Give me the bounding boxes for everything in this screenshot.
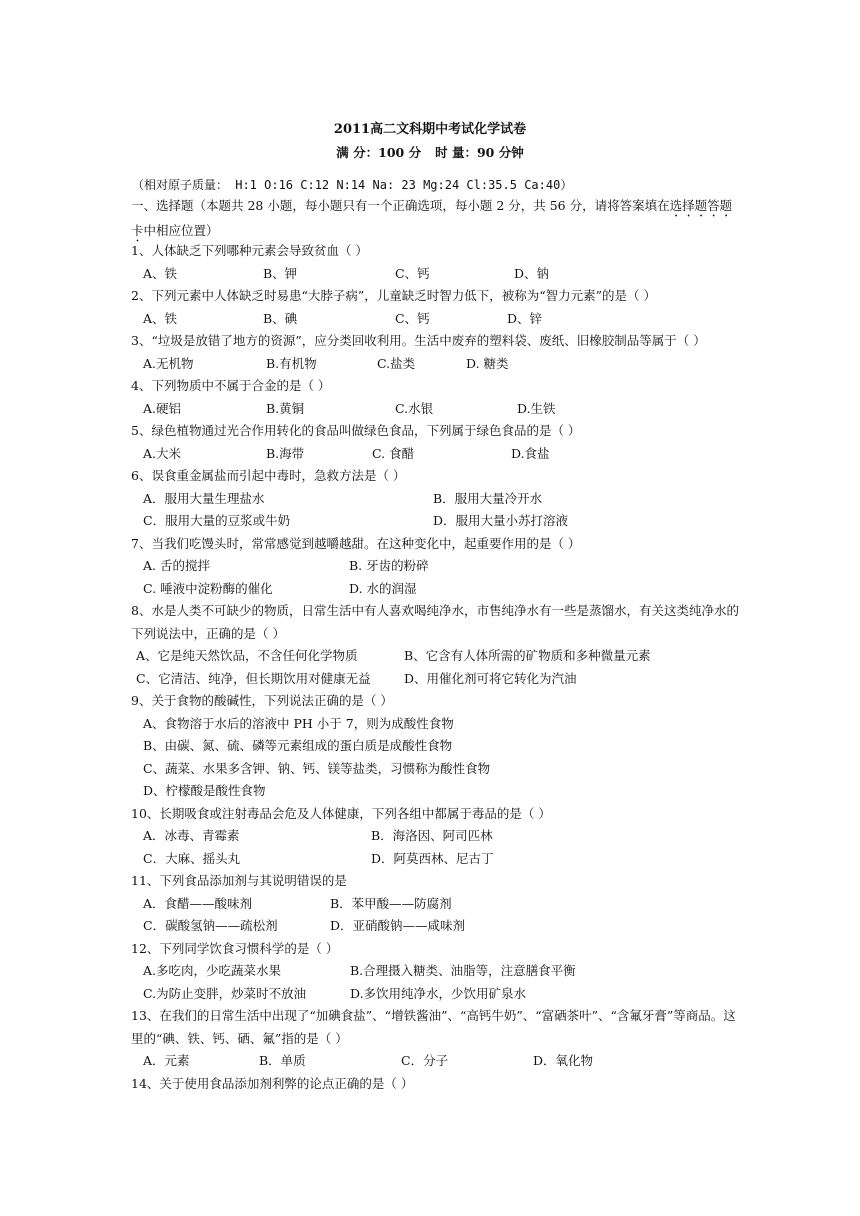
question-1-options (131, 263, 741, 286)
question-9-stem: 9、关于食物的酸碱性，下列说法正确的是（ ） (131, 693, 393, 708)
exam-title: 2011高二文科期中考试化学试卷 (333, 122, 527, 137)
option-b: B．苯甲酸——防腐剂 (330, 895, 452, 911)
option-d: D．亚硝酸钠——咸味剂 (330, 918, 466, 933)
question-2-stem: 2、下列元素中人体缺乏时易患“大脖子病”，儿童缺乏时智力低下，被称为“智力元素”的是（ ） (131, 288, 656, 303)
section-intro (131, 195, 736, 245)
question-12-stem: 12、下列同学饮食习惯科学的是（ ） (131, 940, 339, 956)
option-d: D. 糖类 (466, 355, 509, 371)
option-b: B、碘 (263, 310, 298, 326)
exam-subtitle (0, 143, 860, 161)
option-b: B．海洛因、阿司匹林 (371, 828, 493, 843)
option-a: A.无机物 (143, 355, 194, 371)
question-12-options-row1 (131, 960, 741, 983)
option-c: C．碳酸氢钠——疏松剂 (143, 918, 278, 933)
option-a: A．冰毒、青霉素 (143, 828, 240, 843)
question-6-options-row1 (131, 488, 741, 511)
option-d: D．服用大量小苏打溶液 (433, 513, 569, 528)
option-b: B.有机物 (266, 355, 317, 371)
question-9-option-a: A、食物溶于水后的溶液中 PH 小于 7，则为成酸性食物 (143, 715, 454, 731)
option-c: C、它清洁、纯净，但长期饮用对健康无益 (136, 670, 371, 686)
option-c: C. 唾液中淀粉酶的催化 (143, 580, 273, 596)
full-score: 满 分：100 分 (336, 145, 422, 160)
option-d: D、钠 (514, 265, 550, 281)
option-b: B、钾 (263, 265, 298, 281)
question-3-options (131, 353, 741, 376)
question-14-stem: 14、关于使用食品添加剂利弊的论点正确的是（ ） (131, 1075, 414, 1091)
option-d: D. 水的润湿 (349, 580, 417, 596)
question-3-stem: 3、“垃圾是放错了地方的资源”，应分类回收利用。生活中废弃的塑料袋、废纸、旧橡胶制品等属于（ ） (131, 333, 706, 348)
option-a: A．元素 (143, 1053, 190, 1068)
question-13-options (131, 1050, 741, 1073)
question-4-options (131, 398, 741, 421)
option-a: A．服用大量生理盐水 (143, 490, 265, 506)
option-c: C．大麻、摇头丸 (143, 850, 241, 866)
option-a: A．食醋——酸味剂 (143, 895, 253, 911)
option-c: C．服用大量的豆浆或牛奶 (143, 513, 291, 528)
question-8-options-row2 (131, 668, 741, 691)
option-c: C.水银 (395, 400, 434, 416)
question-9-option-c: C、蔬菜、水果多含钾、钠、钙、镁等盐类，习惯称为酸性食物 (143, 760, 491, 776)
question-11-options-row1 (131, 893, 741, 916)
intro-dotted-text: 选择题答题卡 (131, 198, 733, 238)
option-a: A、铁 (143, 310, 178, 326)
question-10-options-row1 (131, 825, 741, 848)
question-10-stem: 10、长期吸食或注射毒品会危及人体健康，下列各组中都属于毒品的是（ ） (131, 805, 551, 821)
option-d: D.食盐 (511, 445, 550, 461)
question-5-options (131, 443, 741, 466)
option-b: B.合理摄入糖类、油脂等，注意膳食平衡 (350, 963, 576, 978)
intro-text-a: 一、选择题（本题共 28 小题，每小题只有一个正确选项，每小题 2 分，共 56 分，请将答案填在 (131, 198, 670, 213)
option-d: D.生铁 (517, 400, 556, 416)
option-a: A.大米 (143, 445, 182, 461)
question-10-options-row2 (131, 848, 741, 871)
option-c: C.为防止变胖，炒菜时不放油 (143, 985, 307, 1001)
option-a: A、铁 (143, 265, 178, 281)
option-d: D．氧化物 (533, 1053, 594, 1068)
option-c: C. 食醋 (372, 445, 415, 461)
exam-time: 时 量：90 分钟 (435, 145, 524, 160)
option-b: B.黄铜 (266, 400, 305, 416)
option-b: B．单质 (259, 1053, 306, 1068)
option-a: A.硬铝 (143, 400, 182, 416)
option-b: B、它含有人体所需的矿物质和多种微量元素 (404, 648, 651, 663)
question-8-options-row1 (131, 645, 741, 668)
option-c: C、钙 (395, 310, 430, 326)
question-1-stem: 1、人体缺乏下列哪种元素会导致贫血（ ） (131, 243, 368, 258)
option-a: A. 舌的搅拌 (143, 558, 210, 573)
option-b: B.海带 (266, 445, 305, 461)
question-11-stem: 11、下列食品添加剂与其说明错误的是 (131, 873, 347, 888)
question-4-stem: 4、下列物质中不属于合金的是（ ） (131, 378, 331, 393)
question-6-stem: 6、误食重金属盐而引起中毒时，急救方法是（ ） (131, 468, 406, 483)
question-6-options-row2 (131, 510, 741, 533)
question-9-option-b: B、由碳、氮、硫、磷等元素组成的蛋白质是成酸性食物 (143, 738, 453, 753)
atomic-masses: （相对原子质量： H:1 O:16 C:12 N:14 Na: 23 Mg:24 Cl:35.5 Ca:40） (132, 178, 573, 192)
intro-text-b: 中相应位置） (143, 223, 219, 238)
option-d: D、用催化剂可将它转化为汽油 (404, 670, 577, 686)
question-list (131, 240, 741, 1095)
option-c: C、钙 (395, 265, 430, 281)
question-7-options-row1 (131, 555, 741, 578)
question-9-option-d: D、柠檬酸是酸性食物 (143, 783, 266, 798)
question-2-options (131, 308, 741, 331)
question-7-options-row2 (131, 578, 741, 601)
question-5-stem: 5、绿色植物通过光合作用转化的食品叫做绿色食品，下列属于绿色食品的是（ ） (131, 423, 581, 438)
question-7-stem: 7、当我们吃馒头时，常常感觉到越嚼越甜。在这种变化中，起重要作用的是（ ） (131, 535, 581, 551)
option-d: D．阿莫西林、尼古丁 (371, 850, 494, 866)
option-d: D.多饮用纯净水，少饮用矿泉水 (350, 985, 527, 1001)
question-13-stem: 13、在我们的日常生活中出现了“加碘食盐”、“增铁酱油”、“高钙牛奶”、“富硒茶叶”、“含氟牙膏”等商品。这里的“碘、铁、钙、硒、氟”指的是（ ） (131, 1008, 736, 1046)
option-c: C．分子 (401, 1053, 449, 1068)
option-b: B. 牙齿的粉碎 (349, 558, 429, 573)
option-c: C.盐类 (377, 355, 416, 371)
question-8-stem: 8、水是人类不可缺少的物质，日常生活中有人喜欢喝纯净水，市售纯净水有一些是蒸馏水，有关这类纯净水的下列说法中，正确的是（ ） (131, 603, 739, 641)
option-b: B．服用大量冷开水 (433, 490, 543, 506)
question-11-options-row2 (131, 915, 741, 938)
option-a: A.多吃肉，少吃蔬菜水果 (143, 963, 282, 978)
option-d: D、锌 (507, 310, 543, 326)
option-a: A、它是纯天然饮品，不含任何化学物质 (136, 648, 358, 663)
question-12-options-row2 (131, 983, 741, 1006)
